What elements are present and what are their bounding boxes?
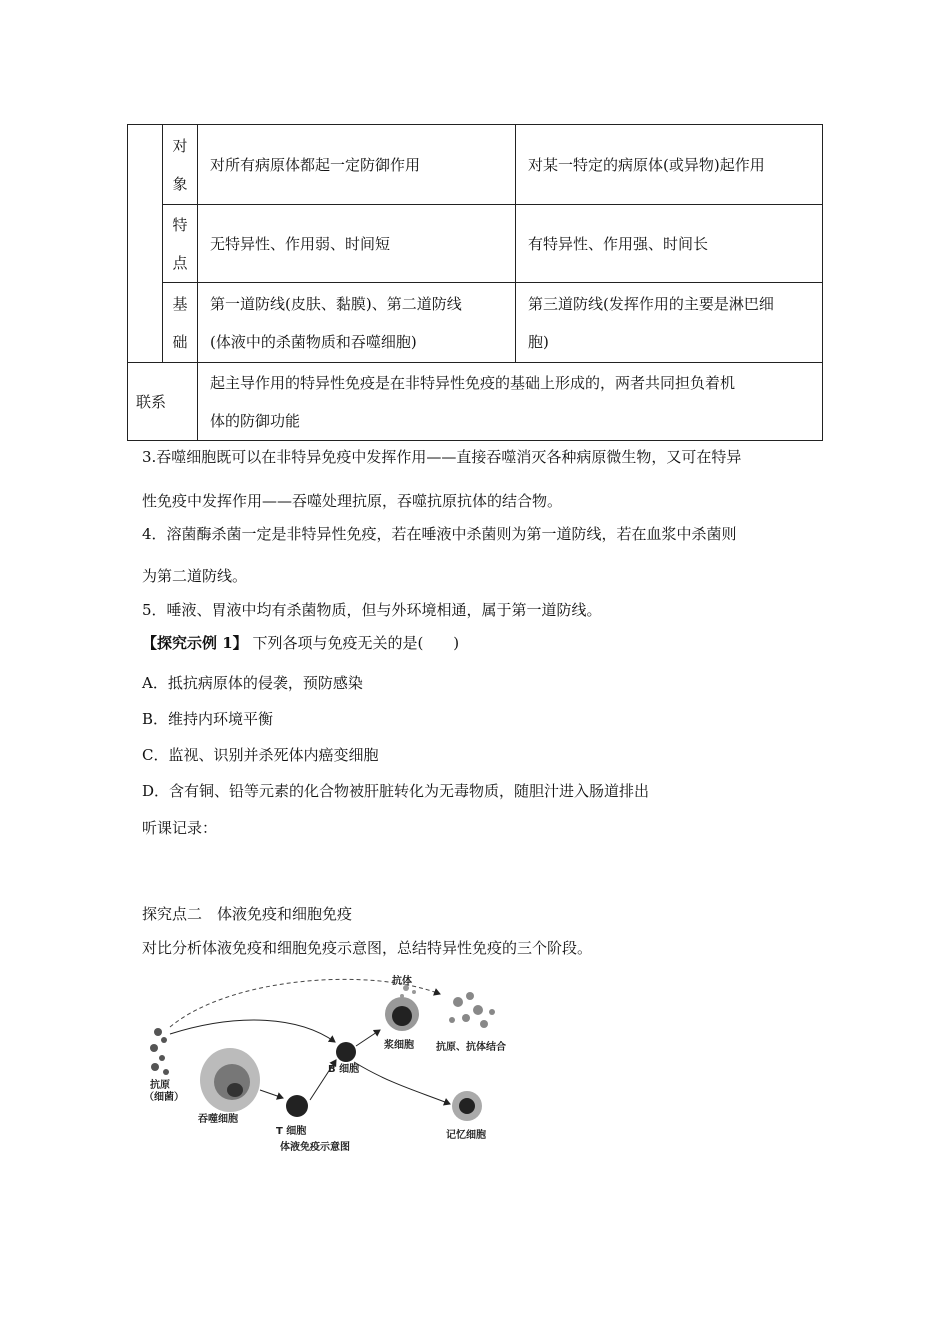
t-cell-label: T 细胞	[276, 1126, 307, 1137]
nonspecific-object: 对所有病原体都起一定防御作用	[198, 125, 516, 205]
row-head-feature	[163, 205, 198, 283]
figure-caption: 体液免疫示意图	[280, 1142, 350, 1152]
link-content	[198, 363, 823, 441]
arrow-antigen-b	[170, 1020, 335, 1042]
plasma-cell-icon	[385, 997, 419, 1031]
option-d: D．含有铜、铅等元素的化合物被肝脏转化为无毒物质，随胆汁进入肠道排出	[142, 782, 650, 800]
section2-intro: 对比分析体液免疫和细胞免疫示意图，总结特异性免疫的三个阶段。	[142, 939, 593, 957]
example-tag: 【探究示例 1】	[142, 634, 248, 652]
arrow-b-plasma	[356, 1030, 380, 1046]
antigen-antibody-complex-icon	[449, 992, 495, 1028]
binding-label: 抗原、抗体结合	[436, 1042, 506, 1053]
section2-title: 探究点二 体液免疫和细胞免疫	[142, 905, 353, 923]
note-4-line1: 4．溶菌酶杀菌一定是非特异性免疫，若在唾液中杀菌则为第一道防线，若在血浆中杀菌则	[142, 525, 737, 543]
antigen-sub-label: （细菌）	[144, 1092, 184, 1103]
b-cell-label: B 细胞	[328, 1064, 360, 1075]
record-label: 听课记录：	[142, 819, 218, 837]
nonspecific-feature: 无特异性、作用弱、时间短	[198, 205, 516, 283]
row-head-basis	[163, 283, 198, 363]
nonspecific-basis-line1: 第一道防线(皮肤、黏膜)、第二道防线	[210, 294, 462, 313]
note-3-line2: 性免疫中发挥作用——吞噬处理抗原，吞噬抗原抗体的结合物。	[142, 492, 563, 510]
note-5: 5．唾液、胃液中均有杀菌物质，但与外环境相通，属于第一道防线。	[142, 601, 602, 619]
antigen-icon	[150, 1028, 169, 1075]
example-heading	[142, 633, 459, 653]
specific-feature: 有特异性、作用强、时间长	[516, 205, 823, 283]
antibody-label: 抗体	[392, 976, 412, 987]
t-cell-icon	[286, 1095, 308, 1117]
humoral-immunity-figure	[140, 972, 520, 1152]
nonspecific-basis	[198, 283, 516, 363]
option-c: C．监视、识别并杀死体内癌变细胞	[142, 746, 379, 764]
comparison-table	[127, 124, 823, 441]
specific-basis-line1: 第三道防线(发挥作用的主要是淋巴细	[528, 294, 774, 313]
table-blank-cell	[128, 125, 163, 363]
plasma-cell-label: 浆细胞	[384, 1040, 414, 1051]
link-line1: 起主导作用的特异性免疫是在非特异性免疫的基础上形成的，两者共同担负着机	[210, 373, 736, 392]
example-question: 下列各项与免疫无关的是( )	[247, 634, 460, 652]
note-3-line1: 3.吞噬细胞既可以在非特异免疫中发挥作用——直接吞噬消灭各种病原微生物，又可在特异	[142, 448, 742, 466]
nonspecific-basis-line2: (体液中的杀菌物质和吞噬细胞)	[210, 332, 417, 351]
note-4-line2: 为第二道防线。	[142, 567, 248, 585]
link-label: 联系	[128, 363, 198, 441]
b-cell-icon	[336, 1042, 356, 1062]
row-head-basis-text: 基 础	[172, 294, 188, 351]
option-b: B．维持内环境平衡	[142, 710, 274, 728]
memory-cell-icon	[452, 1091, 482, 1121]
specific-basis-line2: 胞)	[528, 332, 549, 351]
memory-cell-label: 记忆细胞	[446, 1130, 486, 1141]
specific-basis	[516, 283, 823, 363]
row-head-object-text: 对 象	[172, 136, 188, 193]
option-a: A．抵抗病原体的侵袭，预防感染	[142, 674, 363, 692]
arrow-b-memory	[354, 1062, 450, 1104]
arrow-phagocyte-t	[260, 1090, 283, 1098]
antigen-label: 抗原	[150, 1080, 170, 1091]
phagocyte-label: 吞噬细胞	[198, 1114, 238, 1125]
phagocyte-icon	[200, 1048, 260, 1112]
link-line2: 体的防御功能	[210, 411, 301, 430]
row-head-feature-text: 特 点	[172, 215, 188, 272]
specific-object: 对某一特定的病原体(或异物)起作用	[516, 125, 823, 205]
row-head-object	[163, 125, 198, 205]
